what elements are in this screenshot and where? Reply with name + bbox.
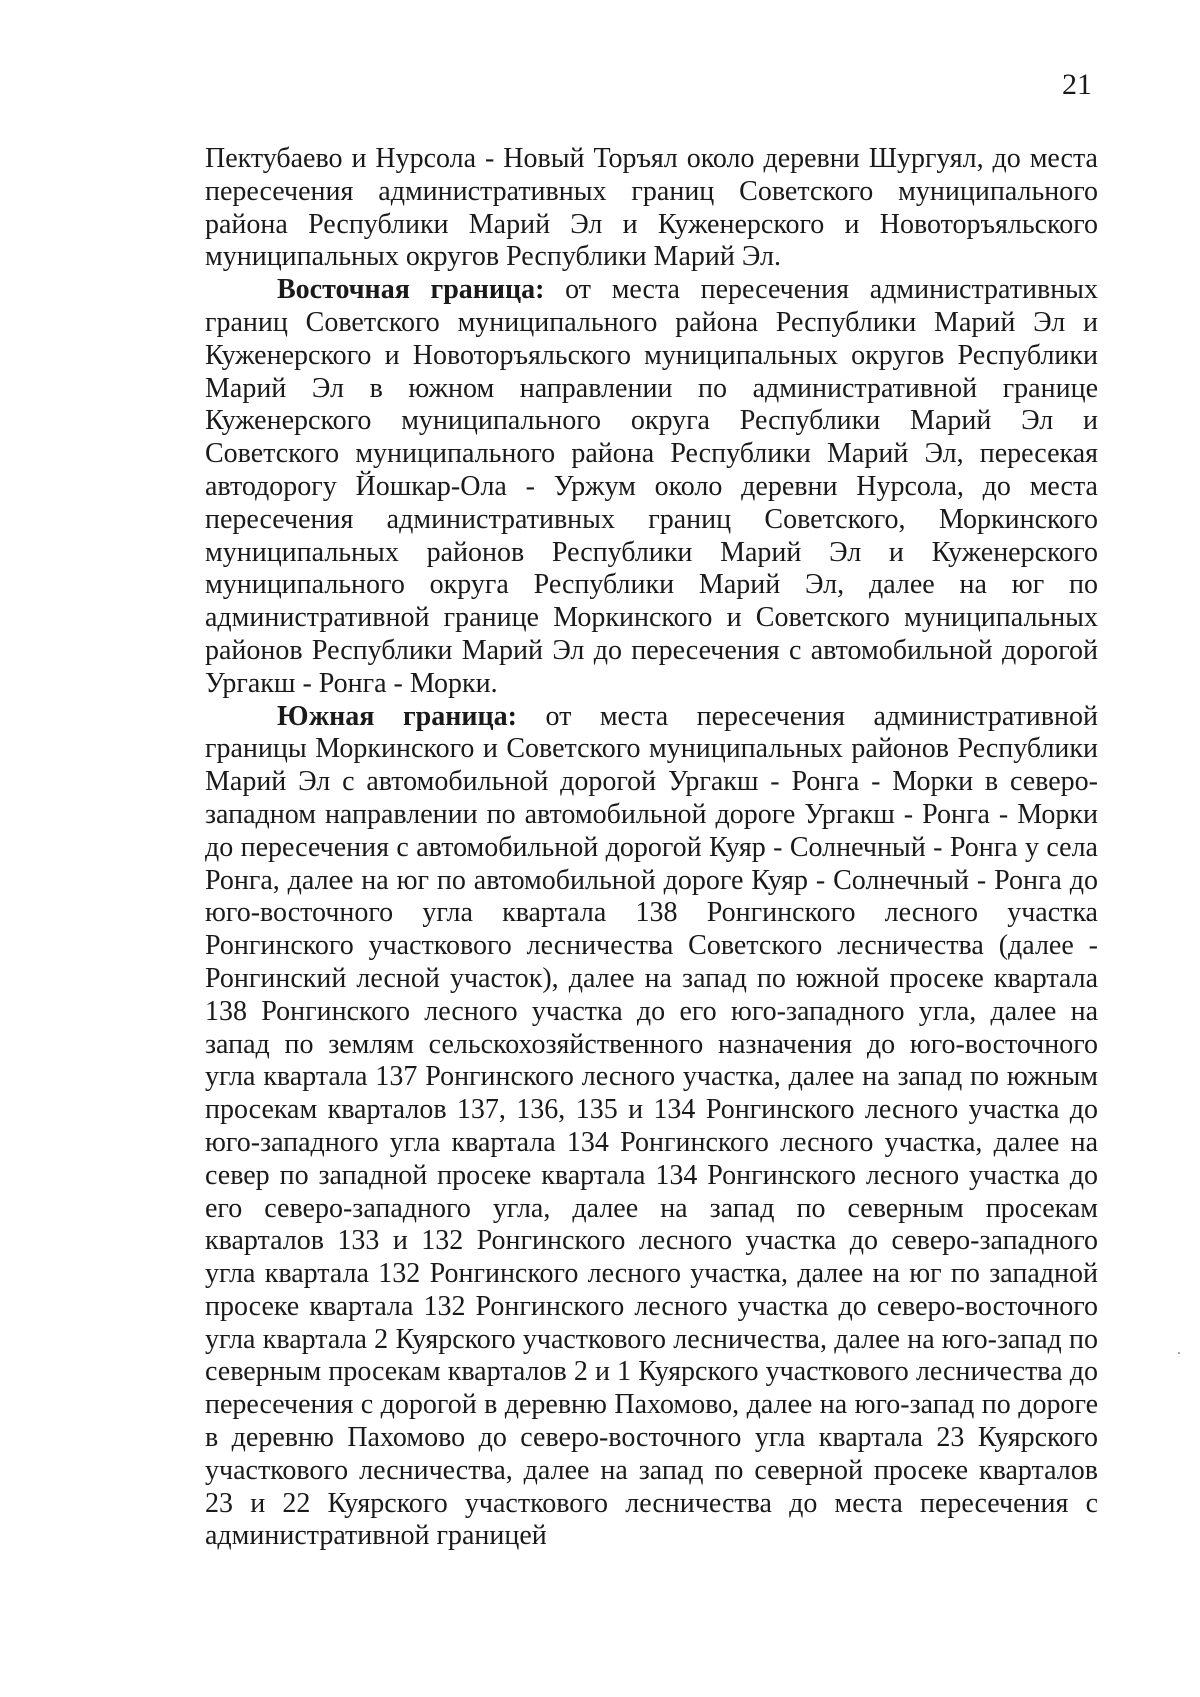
paragraph-heading-south: Южная граница:	[277, 700, 517, 732]
paragraph-text: Пектубаево и Нурсола - Новый Торъял около деревни Шургуял, до места пересечения административных границ Советского муниципального района Республики Марий Эл и Куженерского и Новоторъяльского муниципальных округов Республики Марий Эл.	[205, 143, 1098, 273]
paragraph-text-south: от места пересечения административной границы Моркинского и Советского муниципальных районов Республики Марий Эл с автомобильной дорогой Ургакш - Ронга - Морки в северо-западном направлении по автомобильной дороге Ургакш - Ронга - Морки до пересечения с автомобильной дорогой Куяр - Солнечный - Ронга у села Ронга, далее на юг по автомобильной дороге Куяр - Солнечный - Ронга до юго-восточного угла квартала 138 Ронгинского лесного участка Ронгинского участкового лесничества Советского лесничества (далее - Ронгинский лесной участок), далее на запад по южной просеке квартала 138 Ронгинского лесного участка до его юго-западного угла, далее на запад по землям сельскохозяйственного назначения до юго-восточного угла квартала 137 Ронгинского лесного участка, далее на запад по южным просекам кварталов 137, 136, 135 и 134 Ронгинского лесного участка до юго-западного угла квартала 134 Ронгинского лесного участка, далее на север по западной просеке квартала 134 Ронгинского лесного участка до его северо-западного угла, далее на запад по северным просекам кварталов 133 и 132 Ронгинского лесного участка до северо-западного угла квартала 132 Ронгинского лесного участка, далее на юг по западной просеке квартала 132 Ронгинского лесного участка до северо-восточного угла квартала 2 Куярского участкового лесничества, далее на юго-запад по северным просекам кварталов 2 и 1 Куярского участкового лесничества до пересечения с дорогой в деревню Пахомово, далее на юго-запад по дороге в деревню Пахомово до северо-восточного угла квартала 23 Куярского участкового лесничества, далее на запад по северной просеке кварталов 23 и 22 Куярского участкового лесничества до места пересечения с административной границей	[205, 700, 1098, 1552]
paragraph-continuation	[205, 143, 1098, 274]
paragraph-south-border	[205, 701, 1098, 1554]
paragraph-heading-east: Восточная граница:	[277, 274, 545, 306]
paragraph-east-border	[205, 274, 1098, 700]
scan-speck	[1178, 1352, 1180, 1354]
page-number: 21	[1062, 68, 1092, 101]
paragraph-text-east: от места пересечения административных границ Советского муниципального района Республики Марий Эл и Куженерского и Новоторъяльского муниципальных округов Республики Марий Эл в южном направлении по административной границе Куженерского муниципального округа Республики Марий Эл и Советского муниципального района Республики Марий Эл, пересекая автодорогу Йошкар-Ола - Уржум около деревни Нурсола, до места пересечения административных границ Советского, Моркинского муниципальных районов Республики Марий Эл и Куженерского муниципального округа Республики Марий Эл, далее на юг по административной границе Моркинского и Советского муниципальных районов Республики Марий Эл до пересечения с автомобильной дорогой Ургакш - Ронга - Морки.	[205, 274, 1098, 699]
document-body	[205, 143, 1098, 1553]
